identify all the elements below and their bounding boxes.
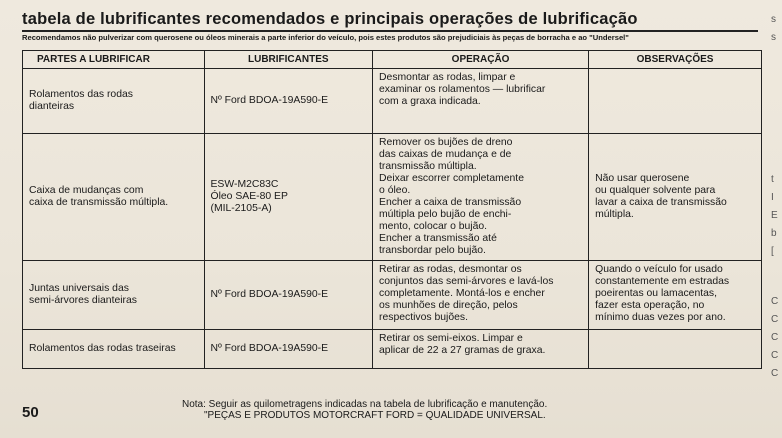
cell-line: aplicar de 22 a 27 gramas de graxa. (379, 345, 546, 356)
cell-operacao (373, 134, 589, 261)
cell-line: Desmontar as rodas, limpar e (379, 72, 516, 83)
cell-line: respectivos bujões. (379, 312, 468, 323)
cell-line: constantemente em estradas (595, 276, 730, 287)
cell-parte (23, 134, 205, 261)
cell-line: Nº Ford BDOA-19A590-E (210, 343, 329, 354)
cell-lubrificante (204, 261, 373, 330)
margin-letter: s (771, 32, 776, 43)
cell-line: Óleo SAE-80 EP (210, 191, 288, 202)
warning-text: Recomendamos não pulverizar com querosene ou óleos minerais a parte inferior do veículo, pois estes produtos são prejudiciais às peças de borracha e ao "Undersel" (22, 33, 629, 42)
cell-lubrificante (204, 69, 373, 134)
table-row (23, 134, 762, 261)
cell-lubrificante (204, 134, 373, 261)
page-title: tabela de lubrificantes recomendados e principais operações de lubrificação (22, 10, 638, 28)
cell-operacao (373, 69, 589, 134)
header-observacoes: OBSERVAÇÕES (589, 51, 762, 69)
cell-line: Rolamentos das rodas (29, 89, 133, 100)
cell-line: o óleo. (379, 185, 411, 196)
margin-letter: t (771, 174, 774, 185)
margin-letter: C (771, 332, 779, 343)
margin-letter: [ (771, 246, 774, 257)
table-row (23, 261, 762, 330)
table-row (23, 69, 762, 134)
cell-observacoes (589, 261, 762, 330)
header-lubrificantes: LUBRIFICANTES (204, 51, 373, 69)
cell-parte (23, 330, 205, 369)
cell-line: Não usar querosene (595, 173, 690, 184)
cell-line: examinar os rolamentos — lubrificar (379, 84, 546, 95)
cell-line: mento, colocar o bujão. (379, 221, 488, 232)
cell-line: Encher a caixa de transmissão (379, 197, 522, 208)
cell-parte (23, 69, 205, 134)
cell-parte (23, 261, 205, 330)
cell-line: Retirar os semi-eixos. Limpar e (379, 333, 523, 344)
cell-line: Remover os bujões de dreno (379, 137, 513, 148)
cell-line: (MIL-2105-A) (210, 203, 272, 214)
cell-line: Nº Ford BDOA-19A590-E (210, 95, 329, 106)
margin-letter: E (771, 210, 778, 221)
footnote-line-2: "PEÇAS E PRODUTOS MOTORCRAFT FORD = QUALIDADE UNIVERSAL. (204, 410, 546, 421)
cell-operacao (373, 261, 589, 330)
cell-line: com a graxa indicada. (379, 96, 481, 107)
cell-operacao (373, 330, 589, 369)
cell-line: ESW-M2C83C (210, 179, 279, 190)
footnote-line-1: Nota: Seguir as quilometragens indicadas na tabela de lubrificação e manutenção. (182, 399, 548, 410)
cell-line: lavar a caixa de transmissão (595, 197, 727, 208)
cell-line: das caixas de mudança e de (379, 149, 512, 160)
cell-lubrificante (204, 330, 373, 369)
footnote (182, 399, 547, 421)
margin-letter: C (771, 368, 779, 379)
cell-observacoes (589, 69, 762, 134)
header-partes: PARTES A LUBRIFICAR (23, 51, 205, 69)
cell-observacoes (589, 134, 762, 261)
table-header-row (23, 51, 762, 69)
cell-line: Rolamentos das rodas traseiras (29, 343, 176, 354)
page-number: 50 (22, 404, 39, 421)
cell-line: múltipla pelo bujão de enchi- (379, 209, 512, 220)
margin-letter: s (771, 14, 776, 25)
cell-line: ou qualquer solvente para (595, 185, 716, 196)
cell-line: Nº Ford BDOA-19A590-E (210, 289, 329, 300)
cell-line: poeirentas ou lamacentas, (595, 288, 717, 299)
cell-line: mínimo duas vezes por ano. (595, 312, 726, 323)
cell-line: conjuntos das semi-árvores e lavá-los (379, 276, 554, 287)
cell-line: Encher a transmissão até (379, 233, 497, 244)
cell-line: Retirar as rodas, desmontar os (379, 264, 522, 275)
cell-line: Quando o veículo for usado (595, 264, 723, 275)
cell-line: os munhões de direção, pelos (379, 300, 518, 311)
margin-letter: C (771, 296, 779, 307)
cell-line: múltipla. (595, 209, 634, 220)
cell-line: caixa de transmissão múltipla. (29, 197, 169, 208)
lubricant-table (22, 50, 762, 369)
margin-letter: I (771, 192, 774, 203)
header-operacao: OPERAÇÃO (373, 51, 589, 69)
cell-line: completamente. Montá-los e encher (379, 288, 545, 299)
cell-observacoes (589, 330, 762, 369)
cell-line: Juntas universais das (29, 283, 129, 294)
cell-line: fazer esta operação, no (595, 300, 705, 311)
cell-line: transbordar pelo bujão. (379, 245, 486, 256)
adjacent-page-margin (766, 0, 782, 438)
cell-line: Deixar escorrer completamente (379, 173, 524, 184)
cell-line: semi-árvores dianteiras (29, 295, 137, 306)
title-rule (22, 30, 758, 32)
margin-letter: C (771, 314, 779, 325)
cell-line: dianteiras (29, 101, 75, 112)
margin-letter: b (771, 228, 777, 239)
cell-line: transmissão múltipla. (379, 161, 477, 172)
cell-line: Caixa de mudanças com (29, 185, 144, 196)
margin-letter: C (771, 350, 779, 361)
table-row (23, 330, 762, 369)
